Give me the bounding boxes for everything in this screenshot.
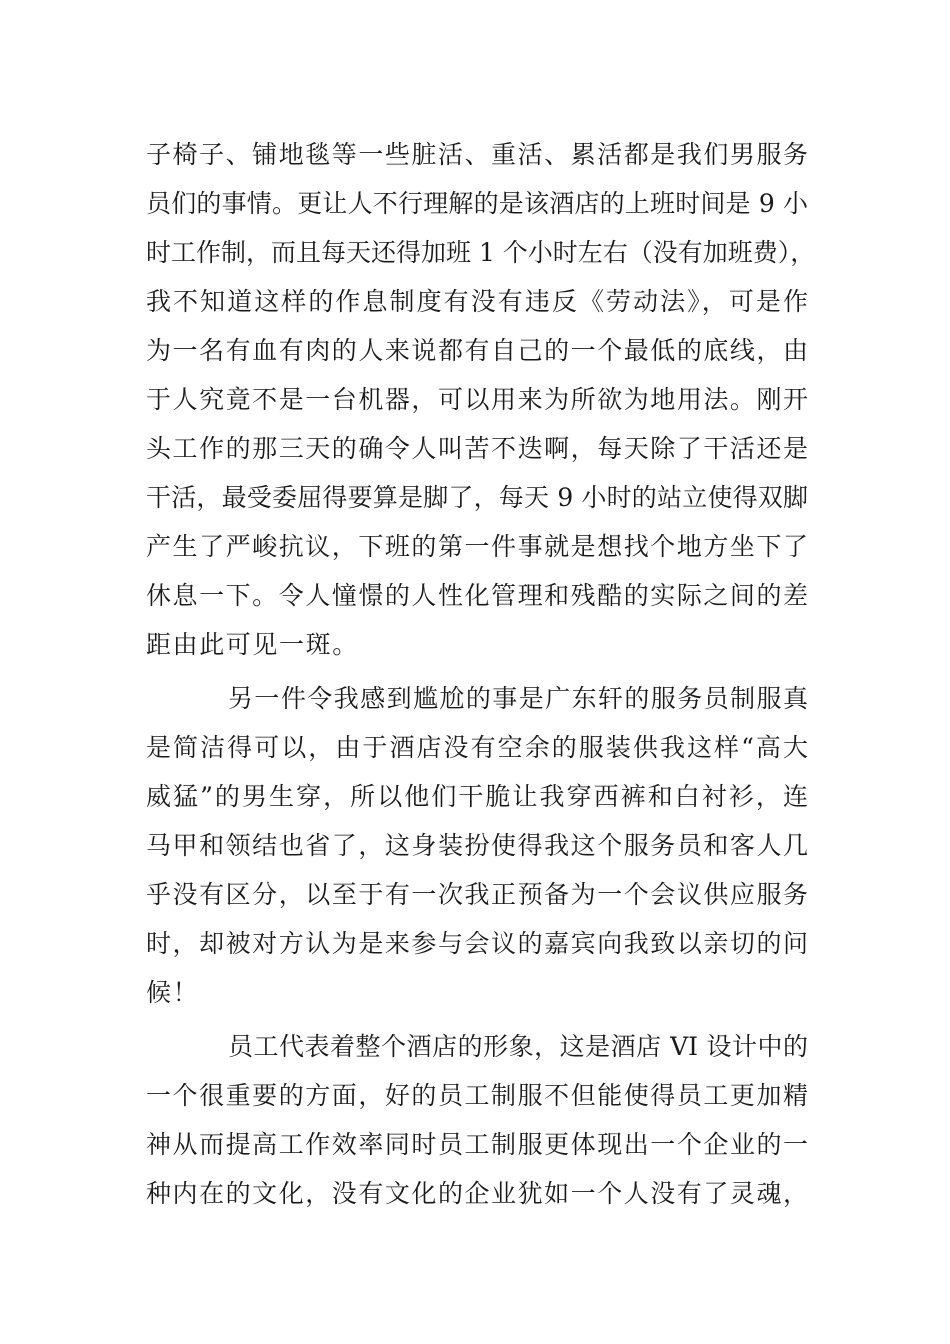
text-line: 时工作制，而且每天还得加班 1 个小时左右（没有加班费）， [146, 238, 816, 267]
text-line: 为一名有血有肉的人来说都有自己的一个最低的底线，由 [146, 336, 808, 365]
text-line: 马甲和领结也省了，这身装扮使得我这个服务员和客人几 [146, 831, 808, 860]
paragraph-first-line: 员工代表着整个酒店的形象，这是酒店 VI 设计中的 [228, 1032, 808, 1061]
text-line: 距由此可见一斑。 [146, 630, 359, 659]
text-line: 干活，最受委屈得要算是脚了，每天 9 小时的站立使得双脚 [146, 483, 808, 512]
paragraph-first-line: 另一件令我感到尴尬的事是广东轩的服务员制服真 [228, 684, 808, 713]
text-line: 一个很重要的方面，好的员工制服不但能使得员工更加精 [146, 1081, 808, 1110]
text-line: 是简洁得可以，由于酒店没有空余的服装供我这样“高大 [146, 733, 808, 762]
text-line: 候！ [146, 978, 200, 1007]
text-line: 于人究竟不是一台机器，可以用来为所欲为地用法。刚开 [146, 385, 808, 414]
text-line: 神从而提高工作效率同时员工制服更体现出一个企业的一 [146, 1130, 808, 1159]
text-line: 子椅子、铺地毯等一些脏活、重活、累活都是我们男服务 [146, 140, 808, 169]
text-line: 产生了严峻抗议，下班的第一件事就是想找个地方坐下了 [146, 532, 808, 561]
text-line: 员们的事情。更让人不行理解的是该酒店的上班时间是 9 小 [146, 189, 808, 218]
text-line: 我不知道这样的作息制度有没有违反《劳动法》，可是作 [146, 287, 808, 316]
text-line: 威猛”的男生穿，所以他们干脆让我穿西裤和白衬衫，连 [146, 782, 808, 811]
text-line: 休息一下。令人憧憬的人性化管理和残酷的实际之间的差 [146, 581, 808, 610]
text-line: 头工作的那三天的确令人叫苦不迭啊，每天除了干活还是 [146, 434, 808, 463]
text-line: 种内在的文化，没有文化的企业犹如一个人没有了灵魂， [146, 1179, 808, 1208]
text-line: 乎没有区分，以至于有一次我正预备为一个会议供应服务 [146, 880, 808, 909]
text-line: 时，却被对方认为是来参与会议的嘉宾向我致以亲切的问 [146, 929, 808, 958]
